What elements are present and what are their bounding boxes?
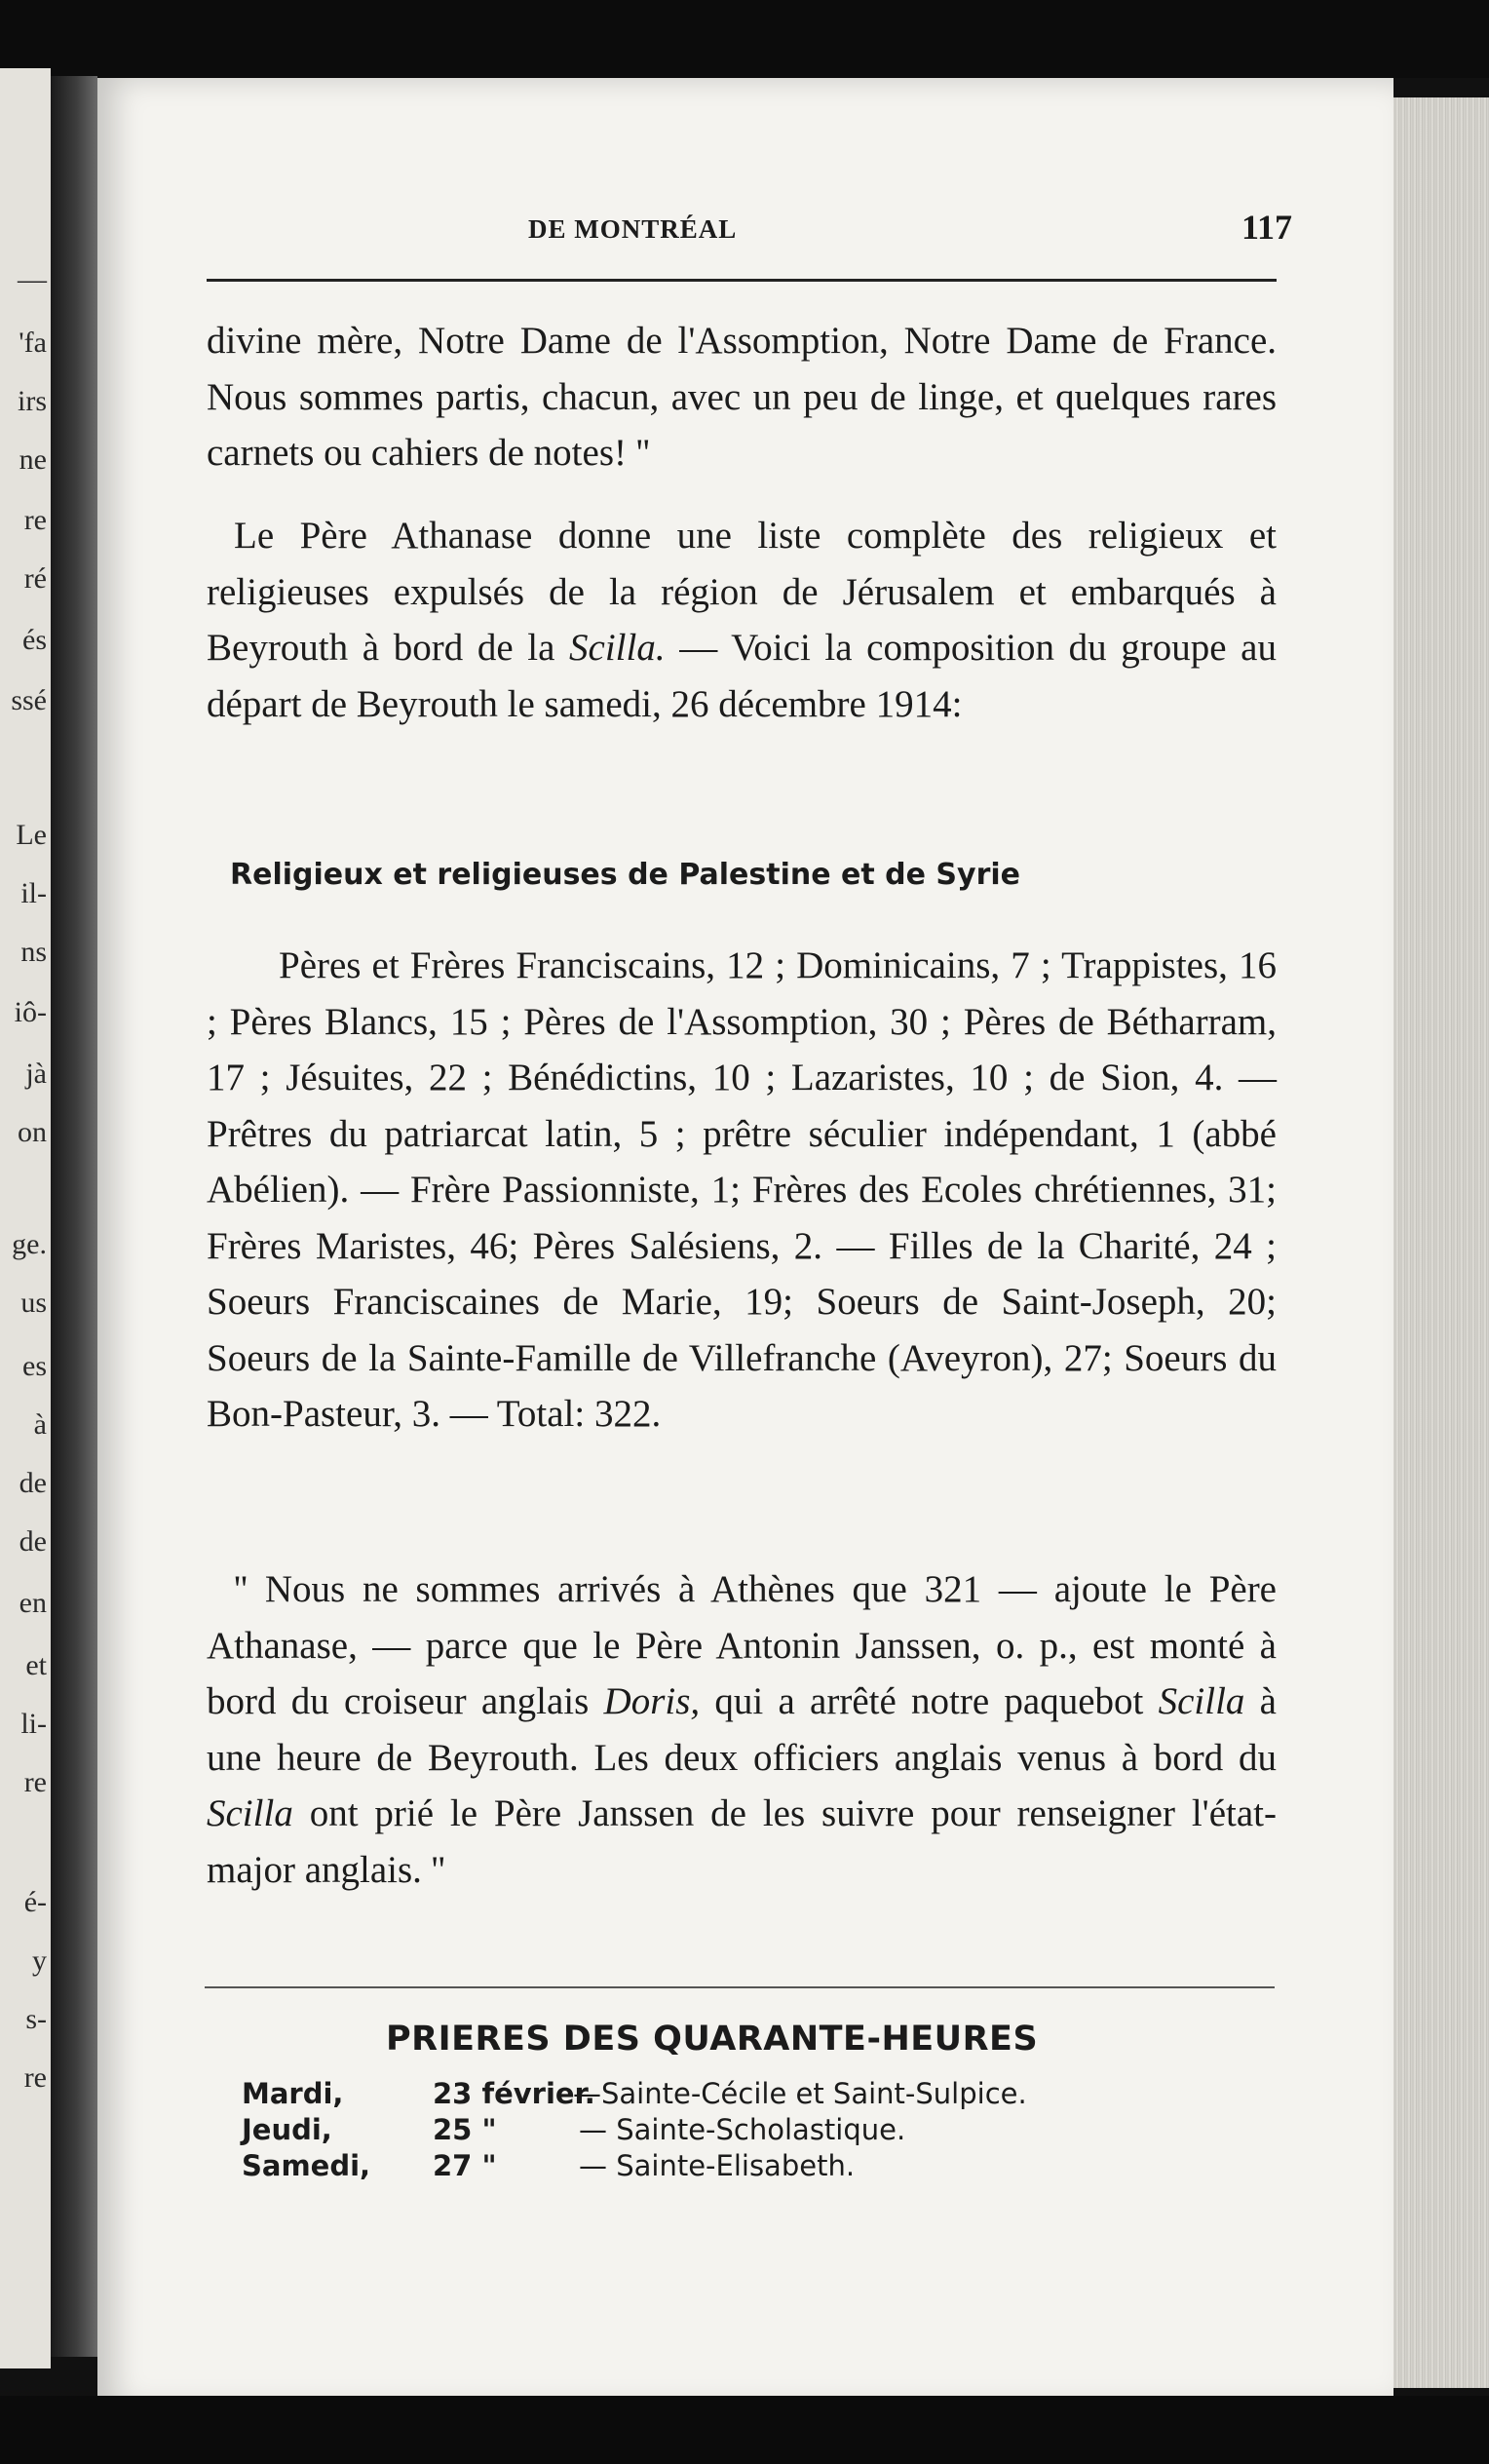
header-rule <box>207 279 1277 282</box>
quarante-heures-title: PRIERES DES QUARANTE-HEURES <box>386 2020 1039 2059</box>
schedule-day: Mardi, <box>242 2077 344 2110</box>
schedule-date: 23 février. <box>433 2077 595 2110</box>
facing-page-fragment: et <box>25 1649 47 1681</box>
paragraph-3-list: Pères et Frères Franciscains, 12 ; Dominicains, 7 ; Trappistes, 16 ; Pères Blancs, 15 ; Pères de l'Assomption, 30 ; Pères de Bétharram, 17 ; Jésuites, 22 ; Bénédictins, 10 ; Lazaristes, 10 ; de Sion, 4. — Prêtres du patriarcat latin, 5 ; prêtre séculier indépendant, 1 (abbé Abélien). — Frère Passionniste, 1; Frères des Ecoles chrétiennes, 31; Frères Maristes, 46; Pères Salésiens, 2. — Filles de la Charité, 24 ; Soeurs Franciscaines de Marie, 19; Soeurs de Saint-Joseph, 20; Soeurs de la Sainte-Famille de Villefranche (Aveyron), 27; Soeurs du Bon-Pasteur, 3. — Total: 322. <box>207 944 1277 1435</box>
schedule-date: 25 " <box>433 2113 497 2146</box>
facing-page-fragment: y <box>32 1944 47 1977</box>
scan-bottom-border <box>0 2396 1489 2464</box>
facing-page-fragment: ré <box>23 562 47 595</box>
facing-page-fragment: 'fa <box>19 327 47 359</box>
facing-page-fragment: ns <box>20 936 47 968</box>
facing-page-fragment: re <box>23 1766 47 1798</box>
facing-page-fragment: de <box>19 1525 47 1558</box>
running-head-title: DE MONTRÉAL <box>528 214 738 244</box>
paragraph-4-text-c: à une heure de Beyrouth. Les deux officiers anglais venus à bord du <box>207 1680 1277 1779</box>
paragraph-4-text-b: qui a arrêté notre paquebot <box>700 1680 1159 1722</box>
paragraph-2 <box>207 508 1277 732</box>
ship-name-scilla: Scilla. <box>569 627 666 669</box>
book-gutter <box>51 76 97 2357</box>
facing-page-fragment: és <box>22 624 47 656</box>
paragraph-4 <box>207 1561 1277 1898</box>
page-number: 117 <box>1241 208 1293 247</box>
paragraph-1: divine mère, Notre Dame de l'Assomption, Notre Dame de France. Nous sommes partis, chacun, avec un peu de linge, et quelques rares carnets ou cahiers de notes! '' <box>207 320 1277 474</box>
facing-page-fragment: li- <box>20 1708 47 1740</box>
schedule-churches: — Sainte-Elisabeth. <box>579 2149 856 2182</box>
facing-page-fragment: jà <box>25 1058 47 1090</box>
page-stack-edge <box>1394 97 1489 2388</box>
section-rule <box>205 1986 1275 1988</box>
facing-page-fragment: ge. <box>12 1228 47 1260</box>
paragraph-2-text: Le Père Athanase donne une liste complète des religieux et religieuses expulsés de la région de Jérusalem et embarqués à Beyrouth à bord de la <box>207 515 1277 669</box>
paragraph-4-text-a: '' Nous ne sommes arrivés à Athènes que 321 — ajoute le Père Athanase, — parce que le Père Antonin Janssen, o. p., est monté à bord du croiseur anglais <box>207 1568 1277 1722</box>
scan-top-border <box>0 0 1489 78</box>
schedule-date: 27 " <box>433 2149 497 2182</box>
facing-page-fragment: en <box>19 1587 47 1619</box>
facing-page-fragment: irs <box>18 385 47 417</box>
schedule-day: Samedi, <box>242 2149 371 2182</box>
schedule-churches: —Sainte-Cécile et Saint-Sulpice. <box>573 2077 1027 2110</box>
facing-page-fragment: — <box>18 263 47 295</box>
schedule-day: Jeudi, <box>242 2113 332 2146</box>
facing-page-fragment: de <box>19 1467 47 1499</box>
schedule-churches: — Sainte-Scholastique. <box>579 2113 906 2146</box>
facing-page-fragment: iô- <box>14 996 47 1028</box>
ship-name-scilla: Scilla <box>1158 1680 1245 1722</box>
facing-page-fragment: il- <box>20 877 47 909</box>
facing-page-fragment: us <box>20 1287 47 1319</box>
facing-page-fragment: on <box>18 1116 47 1148</box>
facing-page-fragment: Le <box>16 819 47 851</box>
facing-page-fragment: ne <box>19 443 47 476</box>
facing-page-fragment: re <box>23 2061 47 2094</box>
facing-page-fragment: ssé <box>11 684 47 716</box>
paragraph-2-text-end: — Voici la composition du groupe au départ de Beyrouth le samedi, 26 décembre 1914: <box>207 627 1277 725</box>
facing-page-fragment: é- <box>23 1886 47 1918</box>
facing-page-edge <box>0 68 51 2368</box>
facing-page-fragment: es <box>22 1350 47 1382</box>
facing-page-fragment: s- <box>25 2003 47 2035</box>
paragraph-4-text-d: ont prié le Père Janssen de les suivre pour renseigner l'état-major anglais. '' <box>207 1792 1277 1891</box>
section-heading: Religieux et religieuses de Palestine et de Syrie <box>230 858 1021 892</box>
facing-page-fragment: re <box>23 504 47 536</box>
ship-name-doris: Doris, <box>603 1680 701 1722</box>
ship-name-scilla: Scilla <box>207 1792 293 1834</box>
facing-page-fragment: à <box>33 1408 47 1441</box>
